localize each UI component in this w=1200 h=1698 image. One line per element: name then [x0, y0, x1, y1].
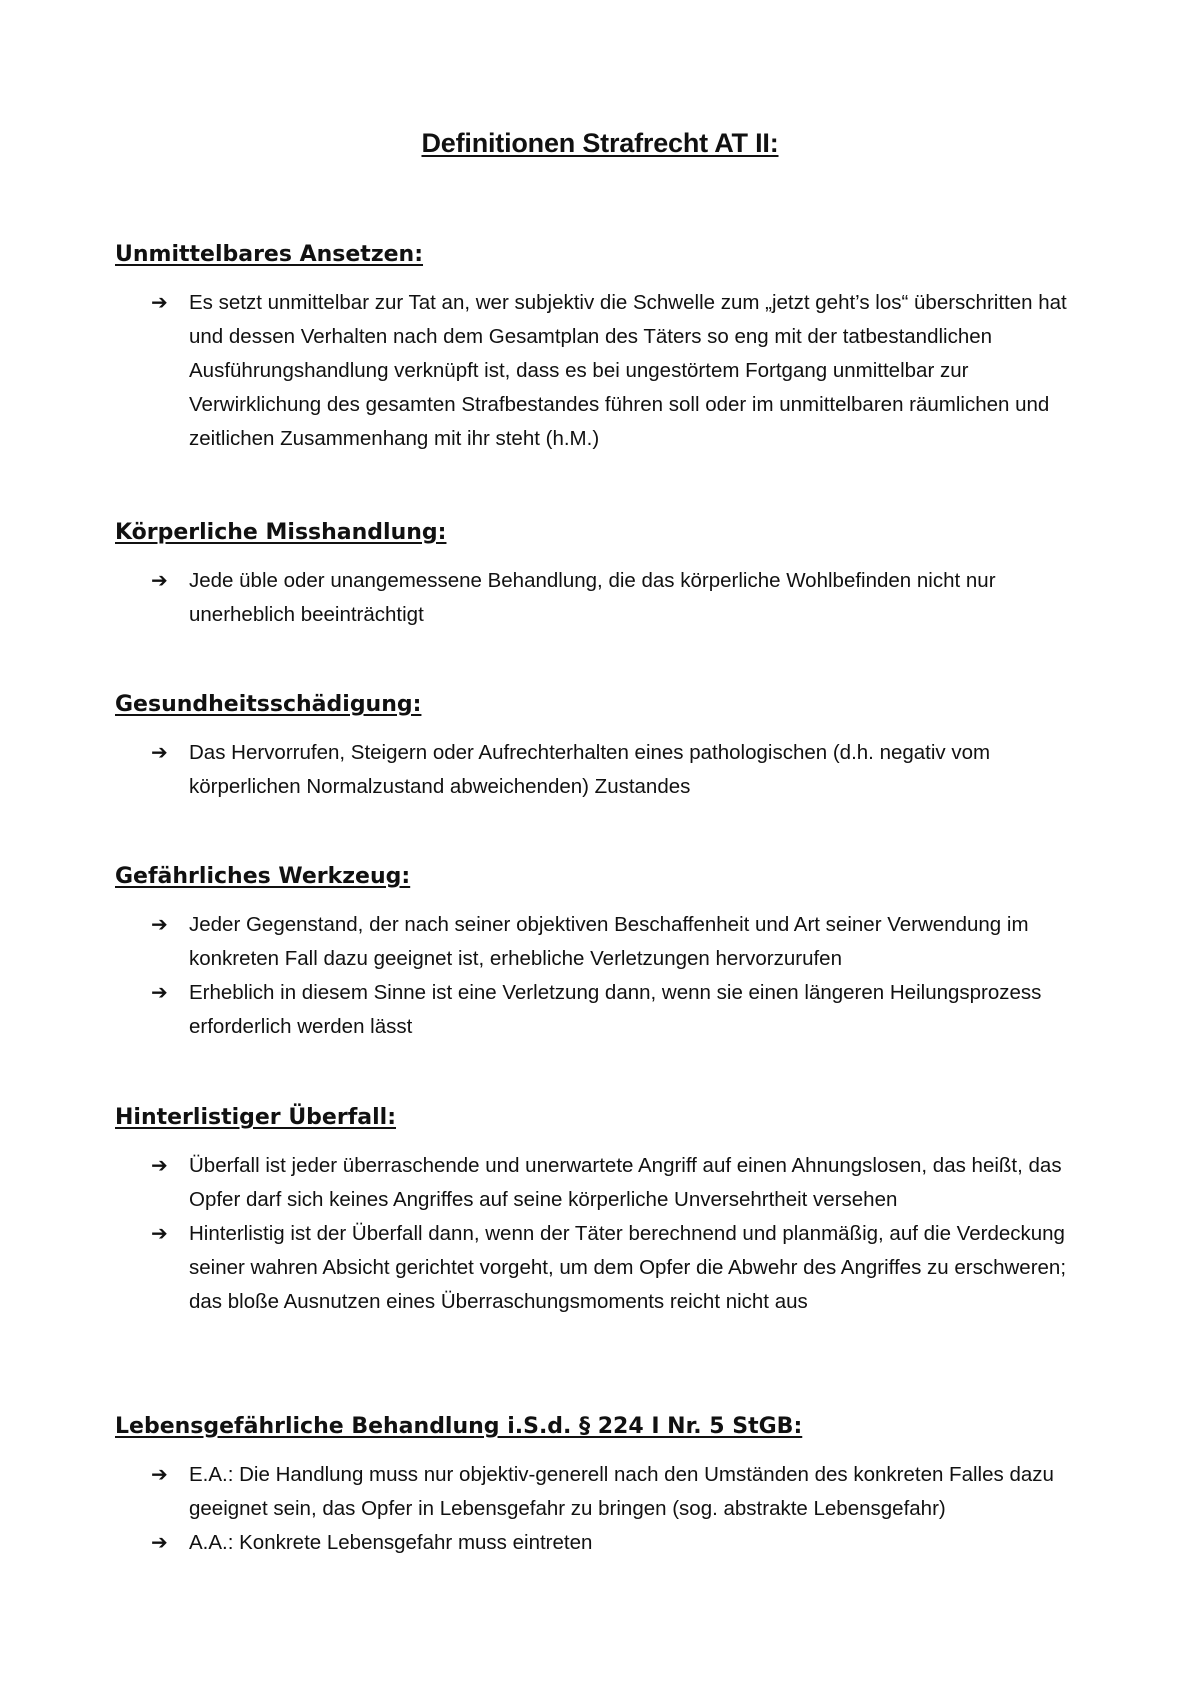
item-text: Jede üble oder unangemessene Behandlung, die das körperliche Wohlbefinden nicht nur unerheblich beeinträchtigt: [189, 569, 996, 626]
section-heading: Lebensgefährliche Behandlung i.S.d. § 224 I Nr. 5 StGB:: [115, 1414, 803, 1439]
right-arrow-icon: ➔: [151, 982, 168, 1004]
right-arrow-icon: ➔: [151, 1155, 168, 1177]
item-text: Überfall ist jeder überraschende und unerwartete Angriff auf einen Ahnungslosen, das heißt, das Opfer darf sich keines Angriffes auf seine körperliche Unversehrtheit versehen: [189, 1154, 1062, 1211]
list-item: [115, 1526, 1075, 1560]
right-arrow-icon: ➔: [151, 570, 168, 592]
section-heading: Gefährliches Werkzeug:: [115, 864, 411, 889]
item-text: A.A.: Konkrete Lebensgefahr muss eintreten: [189, 1531, 593, 1554]
item-text: Erheblich in diesem Sinne ist eine Verletzung dann, wenn sie einen längeren Heilungsprozess erforderlich werden lässt: [189, 981, 1042, 1038]
item-text: Es setzt unmittelbar zur Tat an, wer subjektiv die Schwelle zum „jetzt geht’s los“ überschritten hat und dessen Verhalten nach dem Gesamtplan des Täters so eng mit der tatbestandlichen Ausführungshandlung verknüpft ist, dass es bei ungestörtem Fortgang unmittelbar zur Verwirklichung des gesamten Strafbestandes führen soll oder im unmittelbaren räumlichen und zeitlichen Zusammenhang mit ihr steht (h.M.): [189, 291, 1067, 450]
right-arrow-icon: ➔: [151, 1223, 168, 1245]
section-gefaehrliches-werkzeug: [115, 860, 1075, 1044]
page-title: Definitionen Strafrecht AT II:: [421, 128, 779, 158]
right-arrow-icon: ➔: [151, 292, 168, 314]
list-item: [115, 976, 1075, 1044]
right-arrow-icon: ➔: [151, 742, 168, 764]
right-arrow-icon: ➔: [151, 1464, 168, 1486]
section-heading: Hinterlistiger Überfall:: [115, 1105, 396, 1130]
section-heading: Gesundheitsschädigung:: [115, 692, 422, 717]
section-koerperliche-misshandlung: [115, 516, 1075, 632]
section-heading: Unmittelbares Ansetzen:: [115, 242, 424, 267]
list-item: [115, 286, 1075, 456]
section-hinterlistiger-ueberfall: [115, 1101, 1075, 1319]
item-text: Hinterlistig ist der Überfall dann, wenn der Täter berechnend und planmäßig, auf die Verdeckung seiner wahren Absicht gerichtet vorgeht, um dem Opfer die Abwehr des Angriffes zu erschweren; das bloße Ausnutzen eines Überraschungsmoments reicht nicht aus: [189, 1222, 1067, 1313]
section-gesundheitsschaedigung: [115, 688, 1075, 804]
item-text: Das Hervorrufen, Steigern oder Aufrechterhalten eines pathologischen (d.h. negativ vom körperlichen Normalzustand abweichenden) Zustandes: [189, 741, 991, 798]
list-item: [115, 1149, 1075, 1217]
item-text: Jeder Gegenstand, der nach seiner objektiven Beschaffenheit und Art seiner Verwendung im konkreten Fall dazu geeignet ist, erhebliche Verletzungen hervorzurufen: [189, 913, 1029, 970]
section-unmittelbares-ansetzen: [115, 238, 1075, 456]
section-lebensgefaehrliche-behandlung: [115, 1410, 1075, 1560]
item-text: E.A.: Die Handlung muss nur objektiv-generell nach den Umständen des konkreten Falles dazu geeignet sein, das Opfer in Lebensgefahr zu bringen (sog. abstrakte Lebensgefahr): [189, 1463, 1054, 1520]
list-item: [115, 736, 1075, 804]
list-item: [115, 1217, 1075, 1319]
right-arrow-icon: ➔: [151, 914, 168, 936]
list-item: [115, 908, 1075, 976]
list-item: [115, 564, 1075, 632]
list-item: [115, 1458, 1075, 1526]
right-arrow-icon: ➔: [151, 1532, 168, 1554]
section-heading: Körperliche Misshandlung:: [115, 520, 447, 545]
